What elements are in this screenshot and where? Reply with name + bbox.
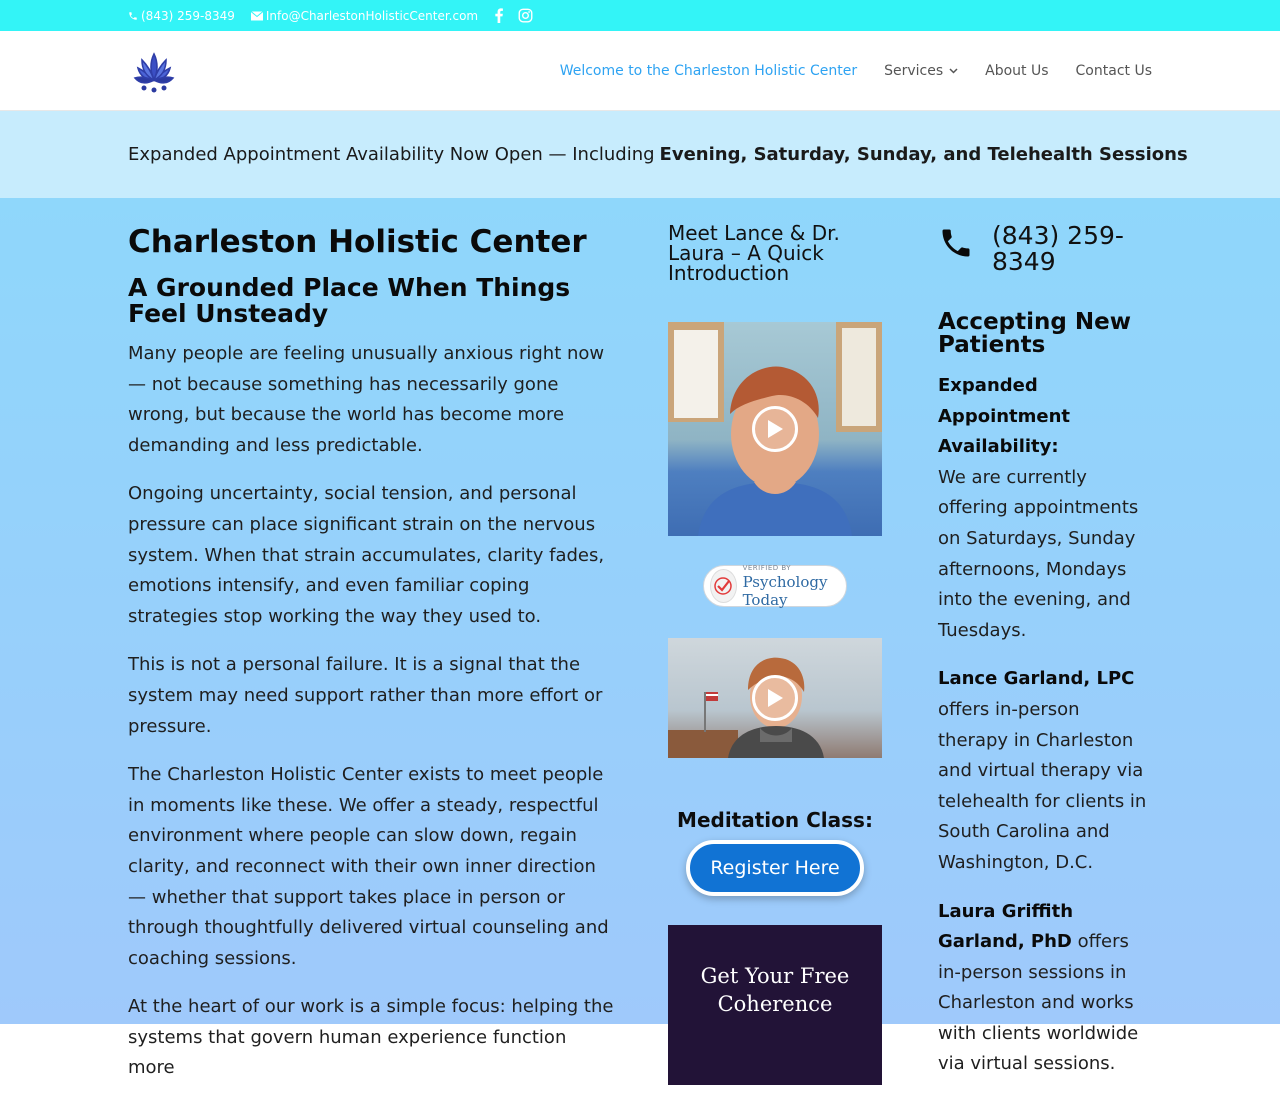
middle-column	[668, 221, 882, 1016]
lotus-logo-icon[interactable]	[130, 48, 178, 96]
free-coherence-banner[interactable]	[668, 925, 882, 1085]
announcement-bold: Evening, Saturday, Sunday, and Telehealth Sessions	[659, 144, 1188, 165]
play-icon[interactable]	[752, 406, 798, 452]
nav-item-about[interactable]: About Us	[985, 63, 1049, 79]
topbar-email-text: Info@CharlestonHolisticCenter.com	[265, 8, 479, 23]
play-icon[interactable]	[752, 675, 798, 721]
paragraph-3: This is not a personal failure. It is a signal that the system may need support rather than more effort or pressure.	[128, 654, 603, 737]
accepting-patients-heading: Accepting New Patients	[938, 309, 1131, 358]
laura-name: Laura Griffith Garland, PhD	[938, 900, 1074, 953]
envelope-icon	[251, 11, 263, 21]
nav-item-welcome[interactable]: Welcome to the Charleston Holistic Center	[559, 63, 858, 79]
phone-block[interactable]	[938, 223, 1154, 275]
lance-text: offers in-person therapy in Charleston and virtual therapy via telehealth for clients in South Carolina and Washington, D.C.	[938, 698, 1147, 873]
laura-text: offers in-person sessions in Charleston and works with clients worldwide via virtual sessions.	[938, 931, 1139, 1075]
top-bar	[0, 0, 1280, 31]
video-intro-text: Meet Lance & Dr. Laura – A Quick Introduction	[668, 221, 840, 285]
page-title: Charleston Holistic Center	[128, 224, 587, 260]
availability-text: We are currently offering appointments on Saturdays, Sunday afternoons, Mondays into the evening, and Tuesdays.	[938, 466, 1139, 641]
badge-text	[743, 563, 846, 609]
main-nav	[533, 31, 1152, 111]
meditation-class-title: Meditation Class:	[677, 808, 873, 832]
main-content	[0, 198, 1280, 1079]
paragraph-5: At the heart of our work is a simple focus: helping the systems that govern human experience function more	[128, 996, 614, 1079]
instagram-icon[interactable]	[518, 8, 533, 23]
lance-name: Lance Garland, LPC	[938, 668, 1135, 690]
site-header	[0, 31, 1280, 111]
lance-paragraph	[938, 664, 1154, 878]
register-here-button[interactable]: Register Here	[686, 840, 864, 896]
nav-item-contact[interactable]: Contact Us	[1075, 63, 1152, 79]
badge-verified-text: VERIFIED BY	[742, 564, 792, 572]
chevron-down-icon	[949, 66, 958, 77]
paragraph-2: Ongoing uncertainty, social tension, and personal pressure can place significant strain on the nervous system. When that strain accumulates, clarity fades, emotions intensify, and even familiar coping strategies stop working the way they used to.	[128, 483, 605, 627]
facebook-icon[interactable]	[494, 8, 504, 23]
phone-number-text: (843) 259-8349	[992, 221, 1124, 276]
badge-brand-text: Psychology Today	[742, 573, 828, 609]
nav-item-services[interactable]	[884, 63, 958, 79]
nav-item-services-label: Services	[884, 63, 944, 79]
availability-bold: Expanded Appointment Availability:	[938, 375, 1071, 458]
left-column	[128, 224, 614, 1102]
announcement-bar	[0, 111, 1280, 198]
checkmark-icon	[710, 569, 737, 603]
psychology-today-badge[interactable]	[703, 565, 847, 607]
paragraph-1: Many people are feeling unusually anxious right now — not because something has necessarily gone wrong, but because the world has become more demanding and less predictable.	[128, 343, 605, 456]
paragraph-4: The Charleston Holistic Center exists to meet people in moments like these. We offer a steady, respectful environment where people can slow down, regain clarity, and reconnect with their own inner direction — whether that support takes place in person or through thoughtfully delivered virtual counseling and coaching sessions.	[128, 764, 609, 969]
page-subtitle: A Grounded Place When Things Feel Unsteady	[128, 273, 571, 328]
topbar-email[interactable]	[251, 9, 478, 23]
laura-paragraph	[938, 897, 1154, 1081]
intro-video-lance[interactable]	[668, 322, 882, 536]
topbar-phone-text: (843) 259-8349	[141, 8, 235, 23]
phone-icon	[938, 223, 974, 265]
intro-video-laura[interactable]	[668, 638, 882, 758]
phone-icon	[128, 11, 138, 21]
coherence-text: Get Your Free Coherence	[700, 964, 850, 1016]
topbar-phone[interactable]	[128, 9, 235, 23]
right-column	[938, 223, 1154, 1098]
availability-paragraph	[938, 371, 1154, 646]
announcement-text: Expanded Appointment Availability Now Open — Including	[128, 144, 655, 165]
